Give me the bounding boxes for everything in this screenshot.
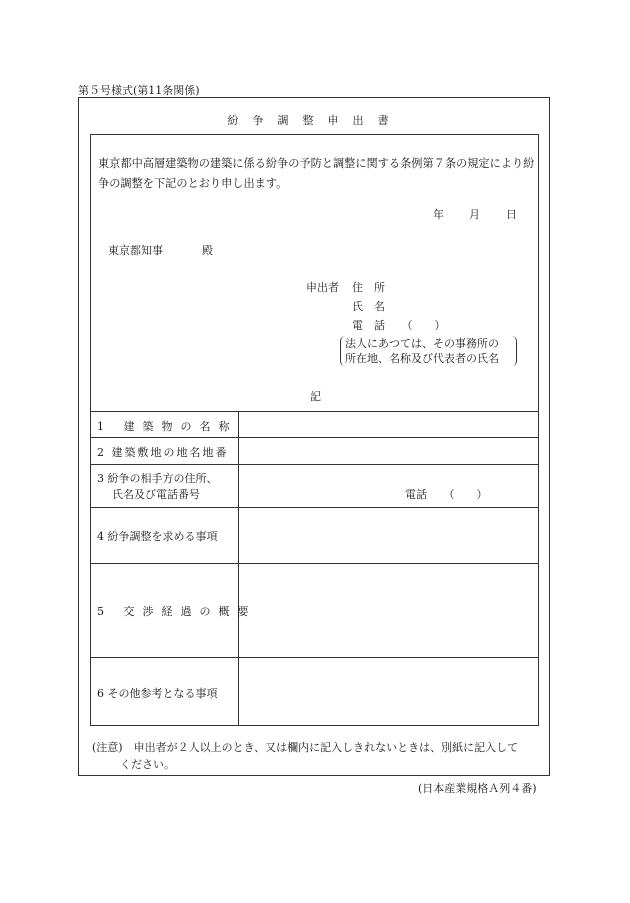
corporation-note <box>340 336 517 366</box>
corporation-note-line2: 所在地、名称及び代表者の氏名 <box>345 352 499 365</box>
table-divider <box>90 464 539 465</box>
date-month: 月 <box>469 208 480 221</box>
applicant-address-label: 住 所 <box>352 281 385 294</box>
date-day: 日 <box>506 208 517 221</box>
table-divider <box>90 437 539 438</box>
row-label-other-references: 6 その他参考となる事項 <box>97 687 218 700</box>
row-label-negotiation-summary: 5 交渉経過の概要 <box>97 605 257 618</box>
addressee: 東京都知事 <box>108 244 163 257</box>
corporation-note-line1: 法人にあつては、その事務所の <box>345 337 499 350</box>
table-divider <box>90 657 539 658</box>
table-divider <box>90 507 539 508</box>
honorific: 殿 <box>202 244 213 257</box>
row-label-building-name: 1 建築物の名称 <box>97 420 238 433</box>
request-statement: 東京都中高層建築物の建築に係る紛争の予防と調整に関する条例第７条の規定により紛争の調整を下記のとおり申し出ます。 <box>98 157 535 190</box>
opponent-phone-field: 電話 （ ） <box>405 488 488 501</box>
row-label-opponent-line2: 氏名及び電話番号 <box>112 488 200 501</box>
table-divider <box>90 411 539 412</box>
table-column-divider <box>238 411 239 726</box>
ki-marker: 記 <box>310 390 321 403</box>
paper-size-note: (日本産業規格Ａ列４番) <box>418 782 537 795</box>
applicant-phone-label: 電 話 （ ） <box>352 319 446 332</box>
form-title: 紛争調整申出書 <box>227 114 403 127</box>
table-divider <box>90 563 539 564</box>
note-line1: (注意) 申出者が２人以上のとき、又は欄内に記入しきれないときは、別紙に記入して <box>92 741 519 754</box>
row-label-adjustment-matters: 4 紛争調整を求める事項 <box>97 530 218 543</box>
row-label-site-lot: 2 建築敷地の地名地番 <box>97 446 229 459</box>
note-line2: ください。 <box>120 758 175 771</box>
form-number-label: 第５号様式(第11条関係) <box>78 84 200 97</box>
applicant-label: 申出者 <box>306 281 339 294</box>
date-year: 年 <box>433 208 444 221</box>
applicant-name-label: 氏 名 <box>352 300 385 313</box>
row-label-opponent-line1: 3 紛争の相手方の住所、 <box>97 472 218 485</box>
